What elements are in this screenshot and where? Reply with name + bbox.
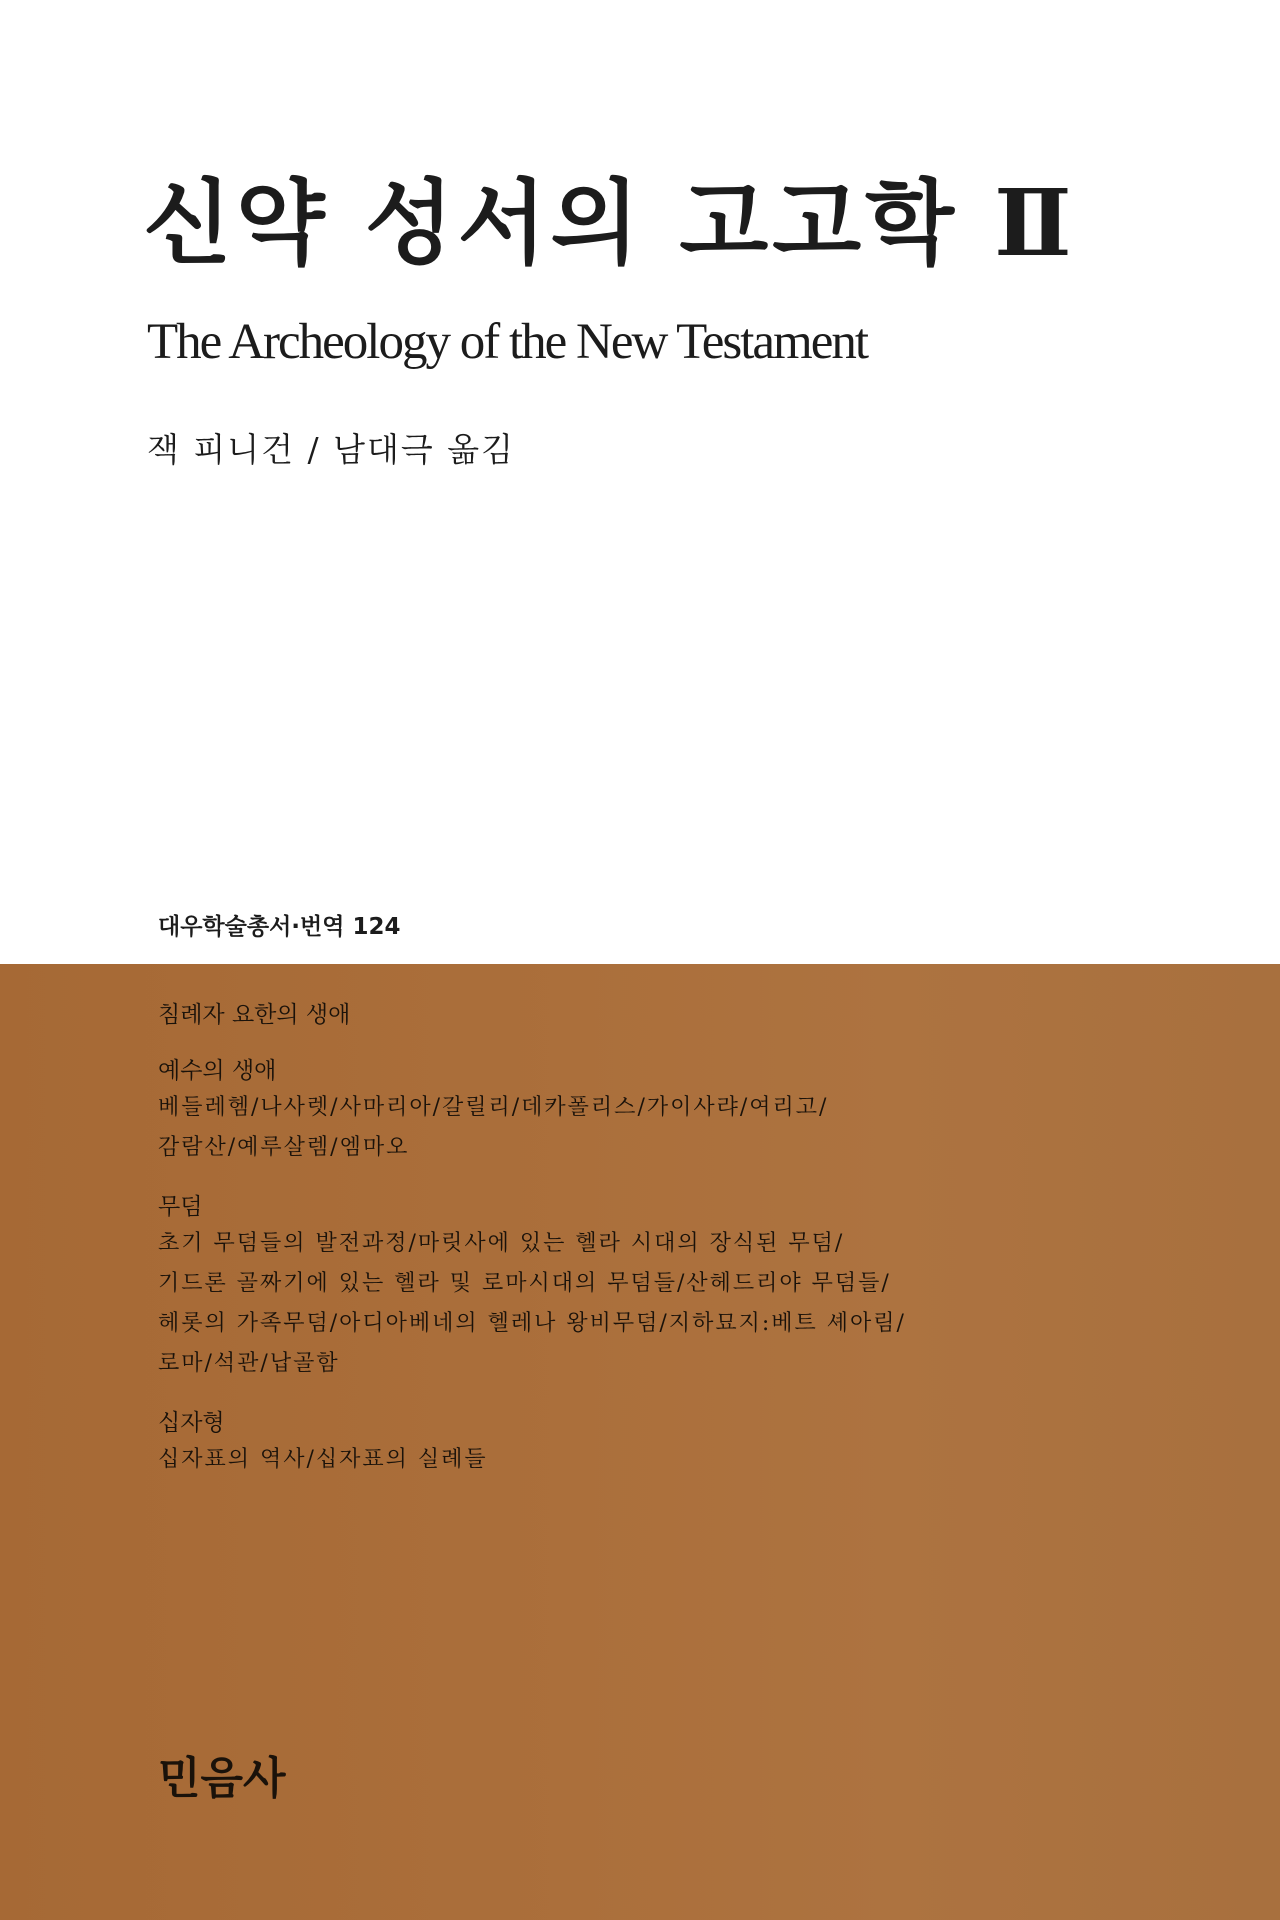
section-line: 로마/석관/납골함 bbox=[158, 1351, 340, 1376]
contents-section bbox=[158, 998, 1218, 1032]
author-translator-line: 잭 피니건 / 남대극 옮김 bbox=[147, 430, 515, 469]
contents-section bbox=[158, 1190, 1218, 1384]
section-heading: 침례자 요한의 생애 bbox=[158, 1002, 351, 1028]
section-line: 초기 무덤들의 발전과정/마릿사에 있는 헬라 시대의 장식된 무덤/ bbox=[158, 1231, 845, 1256]
contents-section bbox=[158, 1406, 1218, 1480]
series-label: 대우학술총서·번역 124 bbox=[158, 914, 401, 940]
section-heading: 무덤 bbox=[158, 1194, 203, 1220]
section-line: 십자표의 역사/십자표의 실례들 bbox=[158, 1447, 488, 1472]
section-line: 헤롯의 가족무덤/아디아베네의 헬레나 왕비무덤/지하묘지:베트 셰아림/ bbox=[158, 1311, 906, 1336]
publisher-logo: 민음사 bbox=[158, 1753, 286, 1804]
title-english: The Archeology of the New Testament bbox=[147, 314, 868, 370]
section-heading: 십자형 bbox=[158, 1410, 225, 1436]
cover-bottom-panel bbox=[0, 964, 1280, 1920]
section-line: 기드론 골짜기에 있는 헬라 및 로마시대의 무덤들/산헤드리야 무덤들/ bbox=[158, 1271, 891, 1296]
section-line: 감람산/예루살렘/엠마오 bbox=[158, 1135, 410, 1160]
title-korean: 신약 성서의 고고학 Ⅱ bbox=[143, 169, 1076, 277]
contents-section bbox=[158, 1054, 1218, 1168]
section-heading: 예수의 생애 bbox=[158, 1058, 277, 1084]
contents-list bbox=[158, 998, 1218, 1502]
section-line: 베들레헴/나사렛/사마리아/갈릴리/데카폴리스/가이사랴/여리고/ bbox=[158, 1095, 829, 1120]
